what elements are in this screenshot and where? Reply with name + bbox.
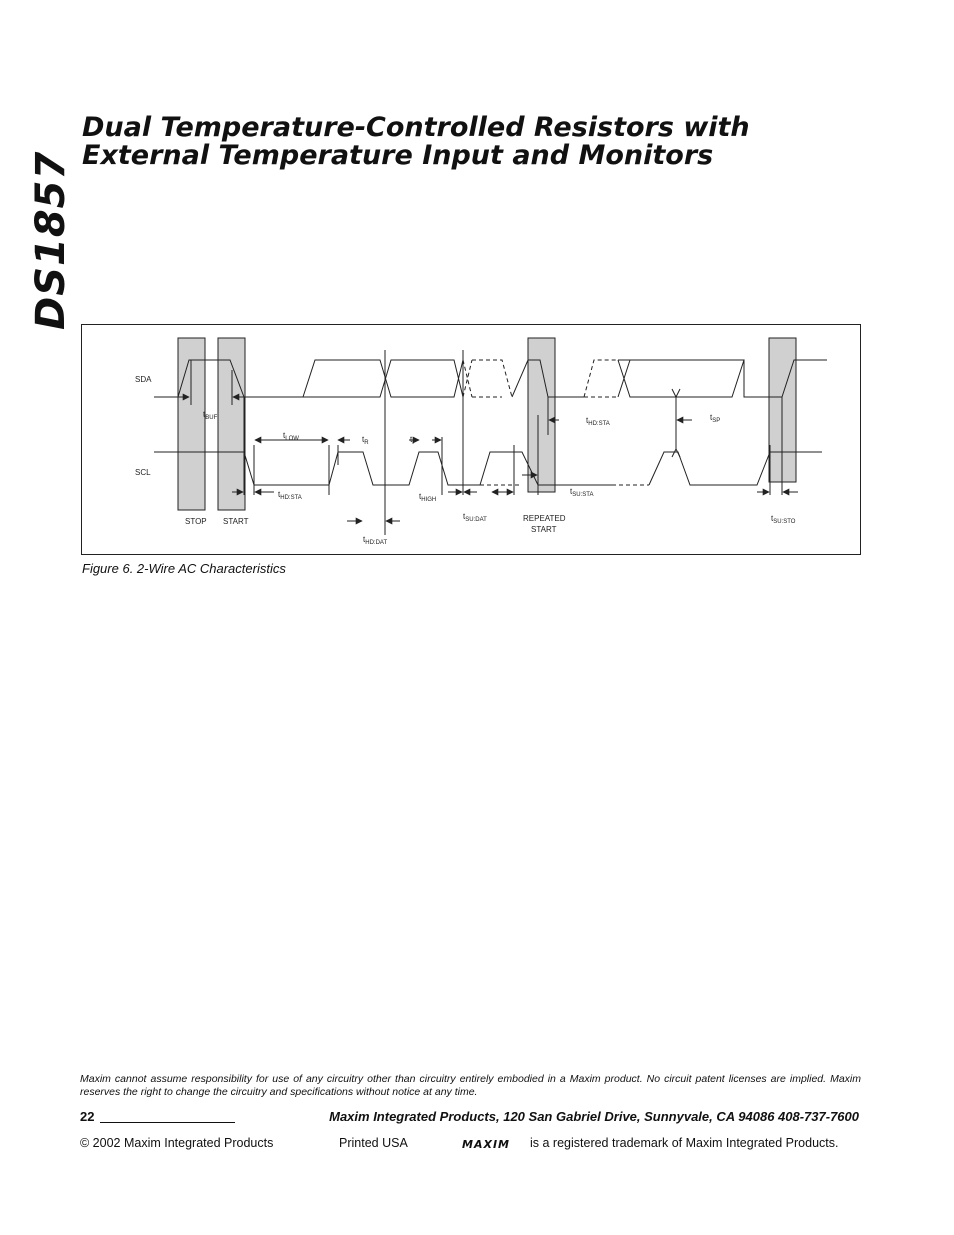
timing-labels	[203, 410, 796, 546]
title-line-2: External Temperature Input and Monitors	[82, 140, 714, 171]
printed-in: Printed USA	[339, 1136, 408, 1150]
t-su-dat-label: $t_{SU:DAT}$	[463, 512, 487, 523]
repeated-start-label: START	[531, 525, 557, 534]
company-address: Maxim Integrated Products, 120 San Gabriel Drive, Sunnyvale, CA 94086 408-737-7600	[329, 1109, 859, 1124]
trademark-notice: is a registered trademark of Maxim Integrated Products.	[530, 1136, 839, 1150]
footer-rule	[100, 1122, 235, 1123]
page-number: 22	[80, 1109, 95, 1124]
copyright: © 2002 Maxim Integrated Products	[80, 1136, 274, 1150]
start-label: START	[223, 517, 249, 526]
document-title	[82, 114, 902, 170]
t-hd-dat-label: $t_{HD:DAT}$	[363, 535, 388, 546]
t-hd-sta-label-2: $t_{HD:STA}$	[586, 416, 610, 427]
reference-ticks	[191, 350, 782, 535]
t-f-label: $t_F$	[410, 435, 416, 446]
timing-diagram	[82, 325, 860, 554]
stop-label: STOP	[185, 517, 207, 526]
part-number-side-label: DS1857	[28, 150, 74, 330]
maxim-logo-icon	[462, 1138, 524, 1150]
spike-symbol	[672, 389, 680, 457]
disclaimer: Maxim cannot assume responsibility for use of any circuitry other than circuitry entirely embodied in a Maxim product. No circuit patent licenses are implied. Maxim reserves the right to change the circuitry and specifications without notice at any time.	[80, 1073, 861, 1098]
repeated-label: REPEATED	[523, 514, 566, 523]
t-buf-label: $t_{BUF}$	[203, 410, 218, 421]
t-su-sto-label: $t_{SU:STO}$	[771, 514, 796, 525]
repeated-start-shade	[528, 338, 555, 492]
timing-diagram-figure	[81, 324, 861, 555]
sda-label: SDA	[135, 375, 152, 384]
sda-waveform	[154, 360, 827, 397]
t-high-label: $t_{HIGH}$	[419, 492, 437, 503]
t-sp-label: $t_{SP}$	[710, 413, 721, 424]
t-r-label: $t_R$	[362, 435, 369, 446]
title-line-1: Dual Temperature-Controlled Resistors with	[82, 112, 750, 143]
footer-legal-line	[80, 1136, 861, 1154]
t-low-label: $t_{LOW}$	[283, 431, 299, 442]
svg-text:MAXIM: MAXIM	[462, 1138, 510, 1150]
condition-shading	[178, 338, 796, 510]
scl-label: SCL	[135, 468, 151, 477]
footer-address-line	[80, 1109, 861, 1127]
t-su-sta-label: $t_{SU:STA}$	[570, 487, 594, 498]
t-hd-sta-label-1: $t_{HD:STA}$	[278, 490, 302, 501]
figure-caption: Figure 6. 2-Wire AC Characteristics	[82, 561, 286, 576]
